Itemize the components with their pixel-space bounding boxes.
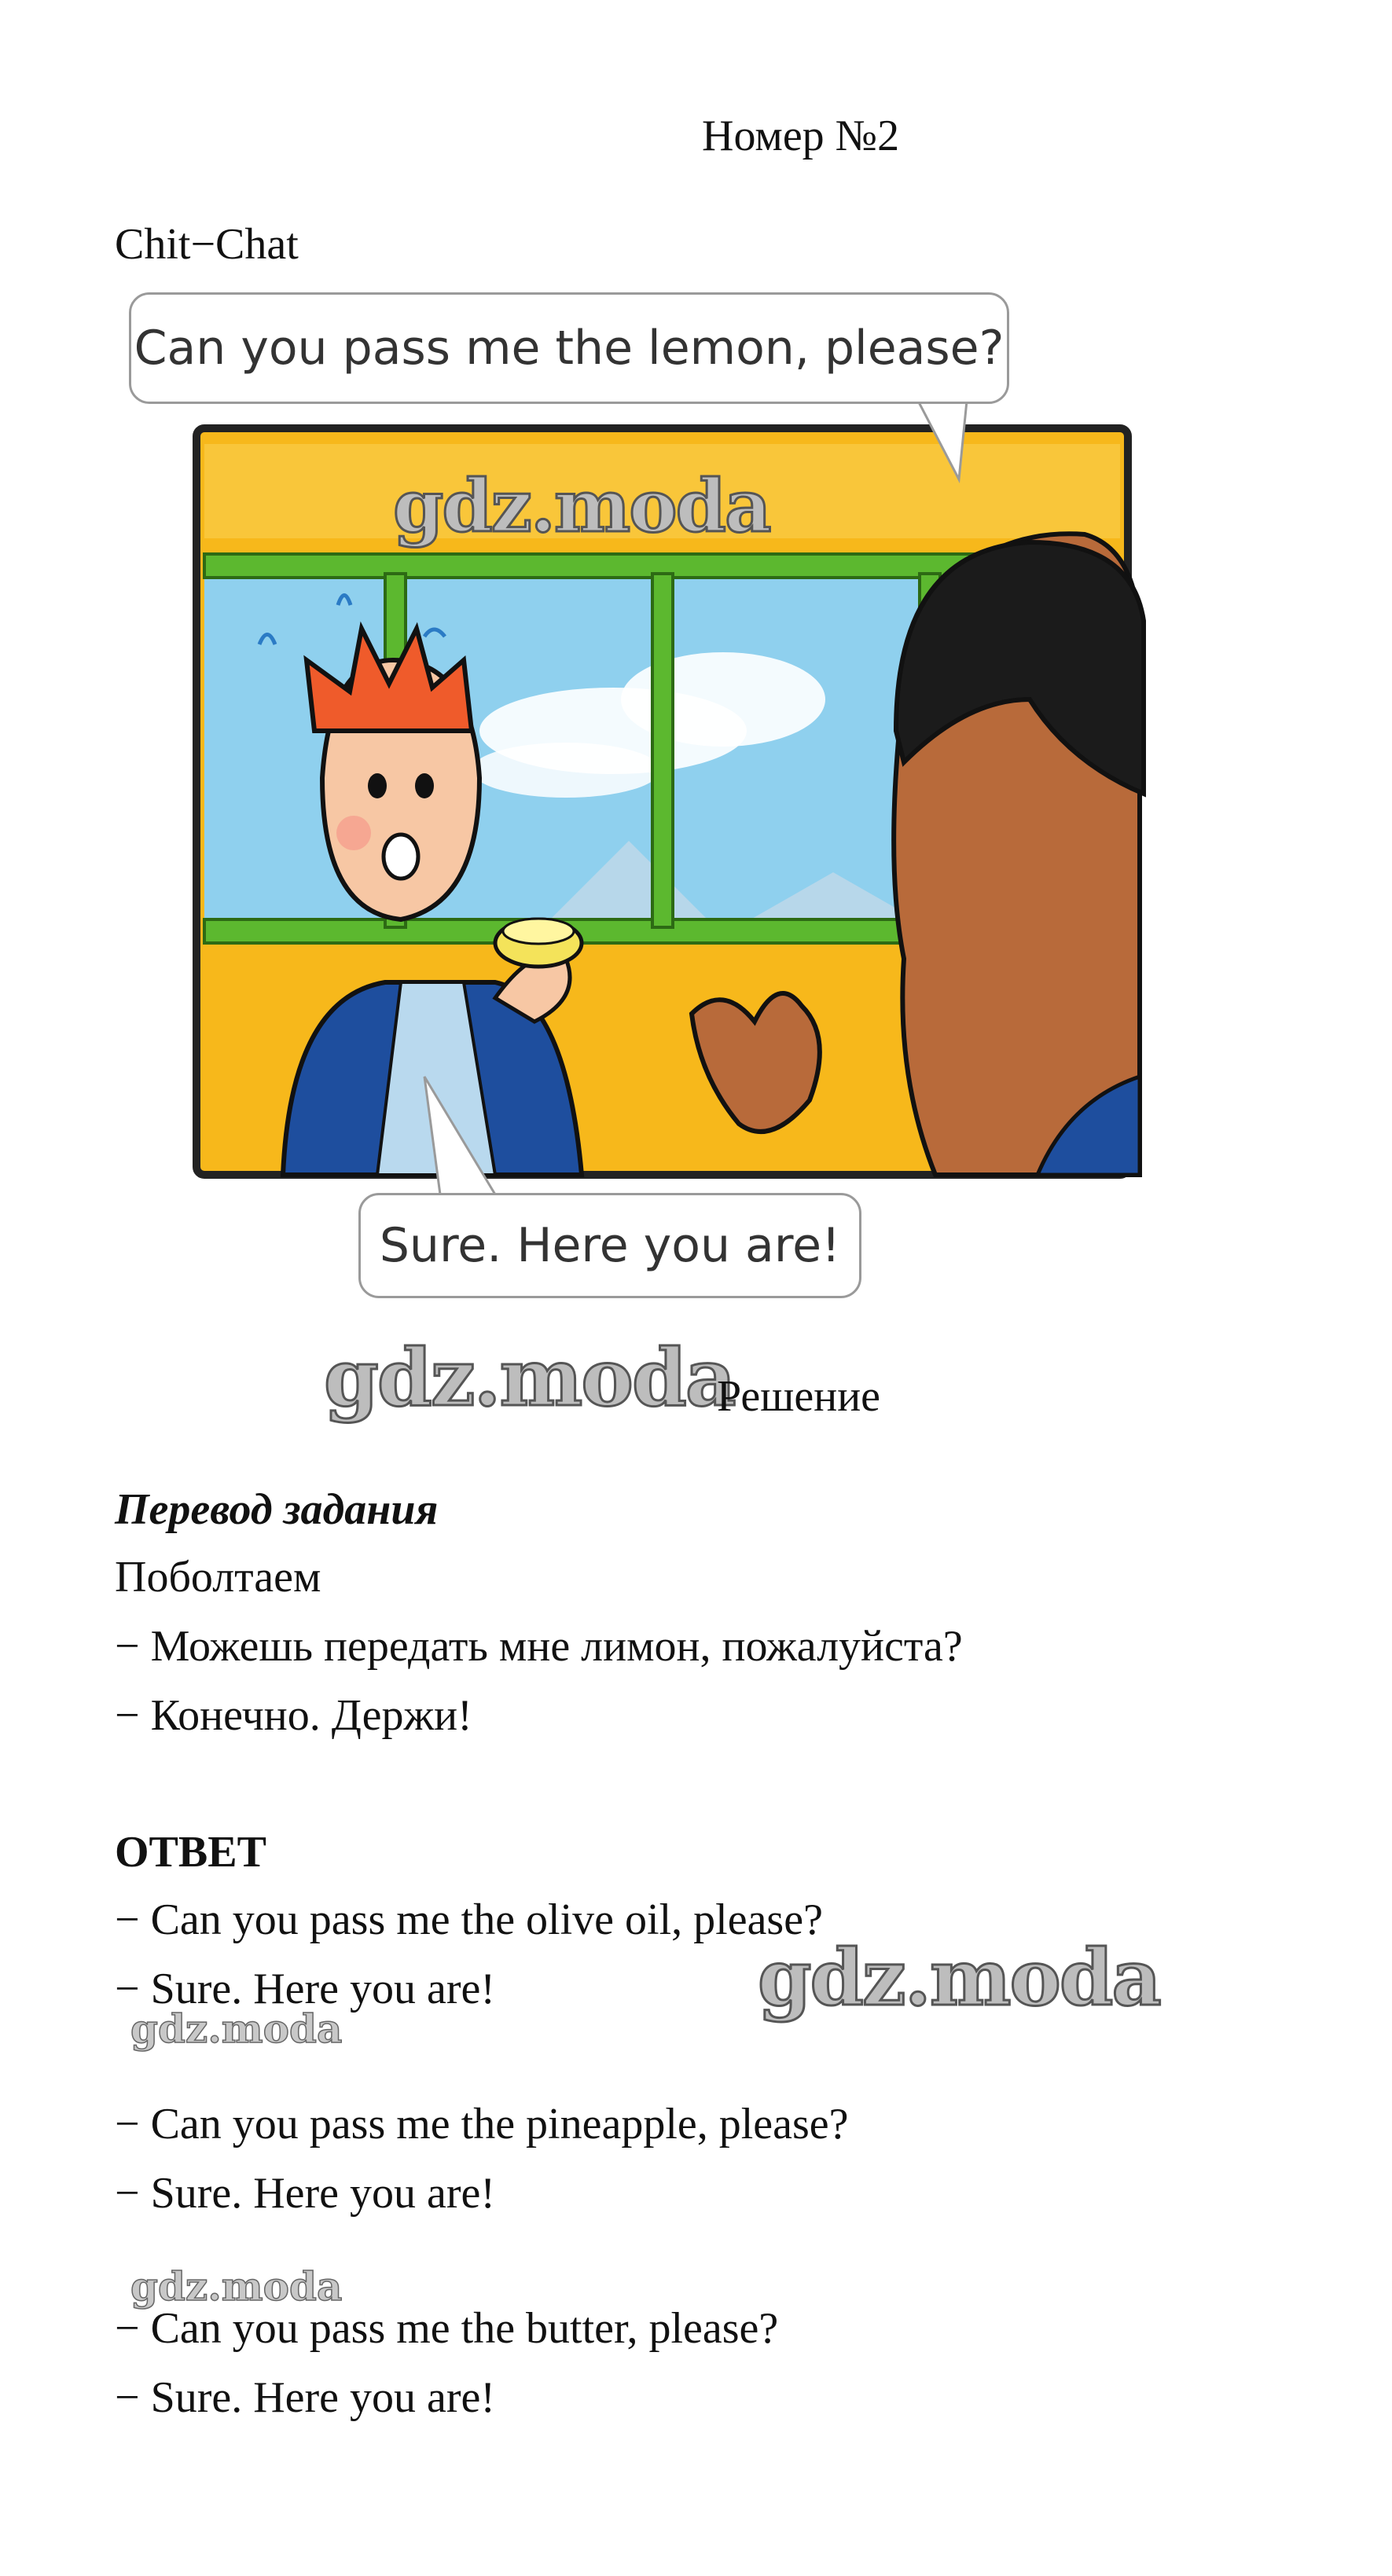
solution-label: Решение <box>717 1372 881 1421</box>
answer-line: − Sure. Here you are! <box>115 2169 496 2218</box>
speech-bubble-top-text: Can you pass me the lemon, please? <box>134 321 1005 376</box>
answer-line: − Sure. Here you are! <box>115 1965 496 2013</box>
answer-line: − Can you pass me the butter, please? <box>115 2304 779 2353</box>
answer-line: − Sure. Here you are! <box>115 2373 496 2422</box>
speech-bubble-bottom-text: Sure. Here you are! <box>379 1218 841 1273</box>
watermark-logo: gdz.moda <box>324 1331 735 1424</box>
translation-heading: Перевод задания <box>115 1485 439 1534</box>
translation-line: − Можешь передать мне лимон, пожалуйста? <box>115 1622 963 1671</box>
task-title: Chit−Chat <box>115 220 299 269</box>
page-number: Номер №2 <box>702 112 900 160</box>
speech-bubble-bottom <box>358 1193 861 1298</box>
bubble-tails <box>126 291 1171 1312</box>
answer-line: − Can you pass me the pineapple, please? <box>115 2100 849 2149</box>
watermark-logo: gdz.moda <box>393 464 770 549</box>
watermark-logo: gdz.moda <box>130 2005 343 2052</box>
translation-line: Поболтаем <box>115 1553 321 1602</box>
speech-bubble-top <box>129 292 1009 404</box>
watermark-logo: gdz.moda <box>130 2263 343 2310</box>
answer-line: − Can you pass me the olive oil, please? <box>115 1895 823 1944</box>
translation-line: − Конечно. Держи! <box>115 1691 472 1740</box>
watermark-logo: gdz.moda <box>758 1933 1160 2024</box>
comic-illustration <box>126 291 1171 1312</box>
answer-heading: ОТВЕТ <box>115 1828 266 1877</box>
